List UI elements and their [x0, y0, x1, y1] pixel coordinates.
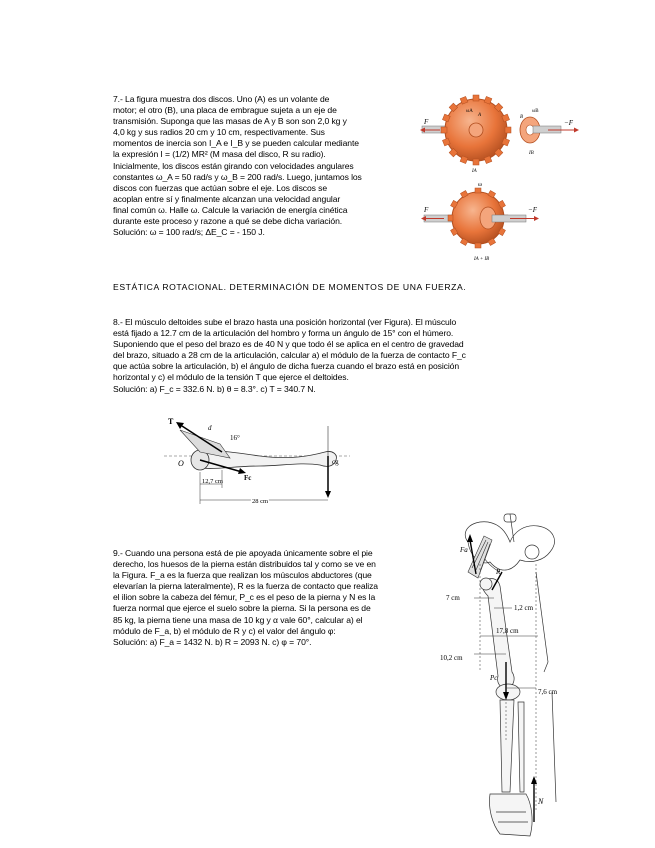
label-angle: 16°	[230, 434, 240, 442]
label-10-2-cm: 10,2 cm	[440, 654, 463, 662]
label-o: O	[178, 459, 184, 468]
label-d: d	[208, 424, 212, 432]
label-ib: IB	[529, 151, 534, 156]
label-1-2-cm: 1,2 cm	[514, 604, 534, 612]
problem-9-line: 85 kg, la pierna tiene una masa de 10 kg y α vale 60°, calcular a) el	[113, 614, 363, 625]
label-n: N	[538, 797, 544, 806]
label-f: F	[424, 118, 429, 126]
label-cg: cg	[332, 458, 339, 466]
label-w: ω	[478, 182, 482, 188]
label-17-8-cm: 17,8 cm	[496, 627, 519, 635]
label-f-bottom: F	[424, 206, 429, 214]
label-minus-f: −F	[564, 119, 573, 127]
problem-7-line: constantes ω_A = 50 rad/s y ω_B = 200 rad/s. Luego, juntamos los	[113, 171, 362, 182]
problem-9-text	[113, 548, 433, 648]
label-ia: IA	[472, 169, 477, 174]
problem-8-solution: Solución: a) F_c = 332.6 N. b) θ = 8.3°. c) T = 340.7 N.	[113, 383, 316, 394]
problem-7-line: 7.- La figura muestra dos discos. Uno (A) es un volante de	[113, 94, 330, 104]
leg-figure	[440, 512, 580, 844]
problem-7-line: final común ω. Halle ω. Calcule la variación de energía cinética	[113, 204, 348, 215]
problem-9-line: fuerza normal que ejerce el suelo sobre la pierna. Si la persona es de	[113, 603, 371, 614]
label-wa: ωA	[466, 109, 473, 114]
disc-a	[420, 95, 511, 165]
combined-discs	[421, 188, 539, 248]
problem-7-line: discos con fuerzas que actúan sobre el eje. Los discos se	[113, 182, 328, 193]
problem-7-line: acoplan entre sí y finalmente alcanzan una velocidad angular	[113, 193, 341, 204]
problem-8-text	[113, 317, 563, 395]
problem-9-line: derecho, los huesos de la pierna están distribuidos tal y como se ve en	[113, 559, 376, 570]
label-wb: ωB	[532, 109, 539, 114]
section-heading: ESTÁTICA ROTACIONAL. DETERMINACIÓN DE MOMENTOS DE UNA FUERZA.	[113, 282, 467, 292]
label-b: B	[520, 115, 524, 120]
label-28-cm: 28 cm	[252, 498, 269, 505]
problem-7-text	[113, 94, 405, 238]
problem-7-solution: Solución: ω = 100 rad/s; ΔE_C = - 150 J.	[113, 227, 265, 238]
problem-9-line: el ilion sobre la cabeza del fémur, P_c es el peso de la pierna y N es la	[113, 592, 376, 603]
problem-7-line: la expresión I = (1/2) MR² (M masa del disco, R su radio).	[113, 149, 326, 160]
problem-9-line: módulo de F_a, b) el módulo de R y c) el valor del ángulo φ:	[113, 625, 336, 636]
problem-7-line: motor; el otro (B), una placa de embrague sujeta a un eje de	[113, 105, 337, 116]
problem-7-line: 4,0 kg y sus radios 20 cm y 10 cm, respectivamente. Sus	[113, 127, 325, 138]
problem-9-line: 9.- Cuando una persona está de pie apoyada únicamente sobre el pie	[113, 548, 373, 558]
label-t: T	[168, 417, 174, 426]
label-minus-f-bottom: −F	[528, 206, 537, 214]
problem-8-line: del brazo, situado a 28 cm de la articulación, calcular a) el módulo de la fuerza de contacto F_c	[113, 350, 466, 361]
label-pc: Pc	[490, 674, 498, 682]
label-a: A	[478, 113, 482, 118]
label-r: R	[496, 568, 501, 576]
problem-9-line: la Figura. F_a es la fuerza que realizan los músculos abductores (que	[113, 570, 372, 581]
label-ia-ib: IA + IB	[474, 257, 490, 262]
problem-8-line: horizontal y c) el módulo de la tensión T que ejerce el deltoides.	[113, 372, 349, 383]
label-fc: Fc	[244, 474, 252, 482]
discs-figure	[420, 90, 580, 265]
problem-7-line: transmisión. Suponga que las masas de A y B son son 2,0 kg y	[113, 116, 347, 127]
problem-8-line: que actúa sobre la articulación, b) el ángulo de dicha fuerza cuando el brazo está en posición	[113, 361, 460, 372]
problem-9-line: elevarían la pierna lateralmente), R es la fuerza de contacto que realiza	[113, 581, 378, 592]
problem-7-line: durante este proceso y razone a qué se debe dicha variación.	[113, 216, 343, 227]
arm-figure	[160, 412, 360, 512]
problem-9-solution: Solución: a) F_a = 1432 N. b) R = 2093 N. c) φ = 70°.	[113, 636, 312, 647]
label-fa: Fa	[460, 546, 468, 554]
problem-7-line: Inicialmente, los discos están girando con velocidades angulares	[113, 160, 354, 171]
label-7-cm: 7 cm	[446, 594, 460, 602]
label-12-7-cm: 12,7 cm	[202, 478, 223, 485]
problem-7-line: momentos de inercia son I_A e I_B y se pueden calcular mediante	[113, 138, 359, 149]
problem-8-line: 8.- El músculo deltoides sube el brazo hasta una posición horizontal (ver Figura). El músculo	[113, 317, 457, 327]
label-7-6-cm: 7,6 cm	[538, 688, 558, 696]
problem-8-line: está fijado a 12.7 cm de la articulación del hombro y forma un ángulo de 15° con el húmero.	[113, 328, 454, 339]
problem-8-line: Suponiendo que el peso del brazo es de 40 N y que todo él se aplica en el centro de gravedad	[113, 339, 464, 350]
